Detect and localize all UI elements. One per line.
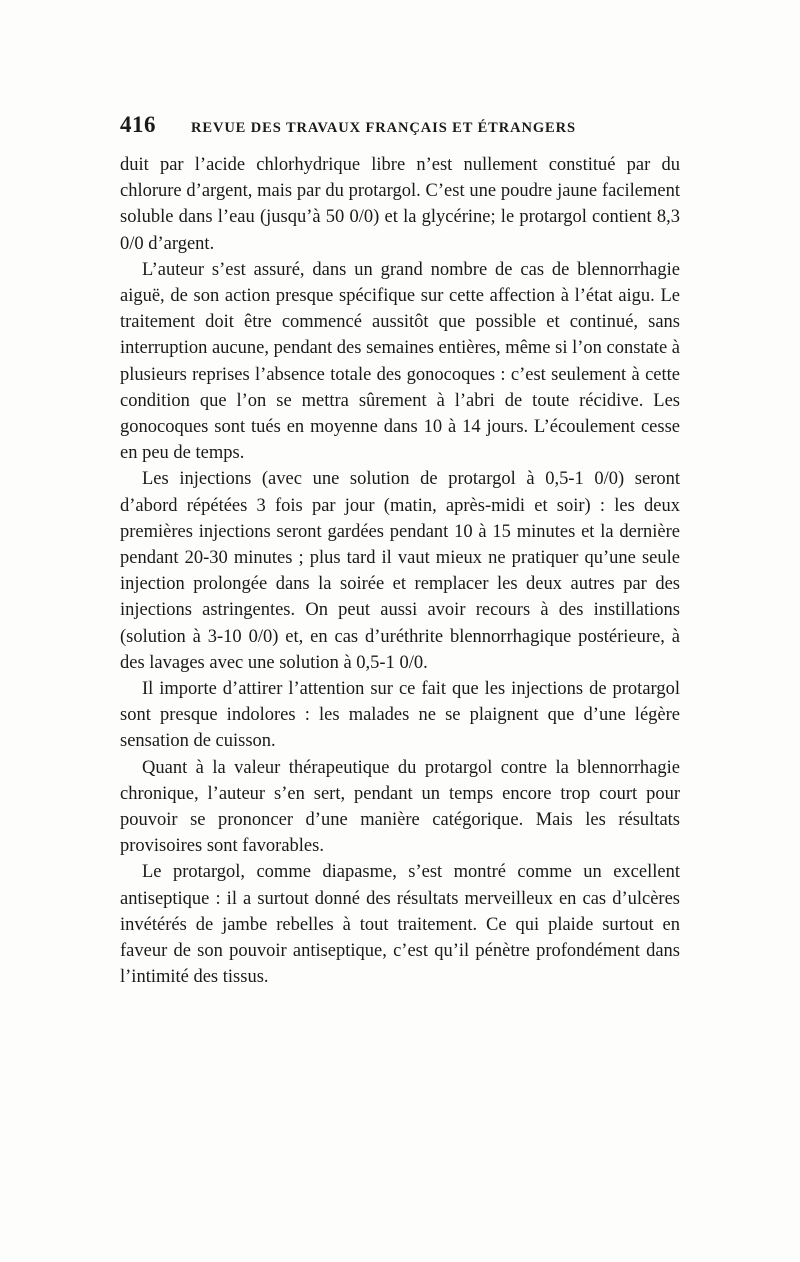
page-number: 416 [120,112,156,137]
paragraph: L’auteur s’est assuré, dans un grand nombre de cas de blennorrhagie aiguë, de son action presque spécifique sur cette affection à l’état aigu. Le traitement doit être commencé aussitôt que possible et continué, sans interruption aucune, pendant des semaines entières, même si l’on constate à plusieurs reprises l’absence totale des gonocoques : c’est seulement à cette condition que l’on se mettra sûrement à l’abri de toute récidive. Les gonocoques sont tués en moyenne dans 10 à 14 jours. L’écoulement cesse en peu de temps. [120,259,680,464]
paragraph-continuation: duit par l’acide chlorhydrique libre n’est nullement constitué par du chlorure d’argent, mais par du protargol. C’est une poudre jaune facilement soluble dans l’eau (jusqu’à 50 0/0) et la glycérine; le protargol contient 8,3 0/0 d’argent. [120,155,680,254]
page-header [120,112,680,146]
running-title: REVUE DES TRAVAUX FRANÇAIS ET ÉTRANGERS [191,120,576,136]
body-text [120,152,680,991]
paragraph: Quant à la valeur thérapeutique du protargol contre la blennorrhagie chronique, l’auteur s’en sert, pendant un temps encore trop court pour pouvoir se prononcer d’une manière catégorique. Mais les résultats provisoires sont favorables. [120,757,680,857]
paragraph: Les injections (avec une solution de protargol à 0,5-1 0/0) seront d’abord répétées 3 fois par jour (matin, après-midi et soir) : les deux premières injections seront gardées pendant 10 à 15 minutes et la dernière pendant 20-30 minutes ; plus tard il vaut mieux ne pratiquer qu’une seule injection prolongée dans la soirée et remplacer les deux autres par des injections astringentes. On peut aussi avoir recours à des instillations (solution à 3-10 0/0) et, en cas d’uréthrite blennorrhagique postérieure, à des lavages avec une solution à 0,5-1 0/0. [120,469,680,673]
paragraph: Le protargol, comme diapasme, s’est montré comme un excellent antiseptique : il a surtout donné des résultats merveilleux en cas d’ulcères invétérés de jambe rebelles à tout traitement. Ce qui plaide surtout en faveur de son pouvoir antiseptique, c’est qu’il pénètre profondément dans l’intimité des tissus. [120,862,680,988]
paragraph: Il importe d’attirer l’attention sur ce fait que les injections de protargol sont presque indolores : les malades ne se plaignent que d’une légère sensation de cuisson. [120,679,680,752]
